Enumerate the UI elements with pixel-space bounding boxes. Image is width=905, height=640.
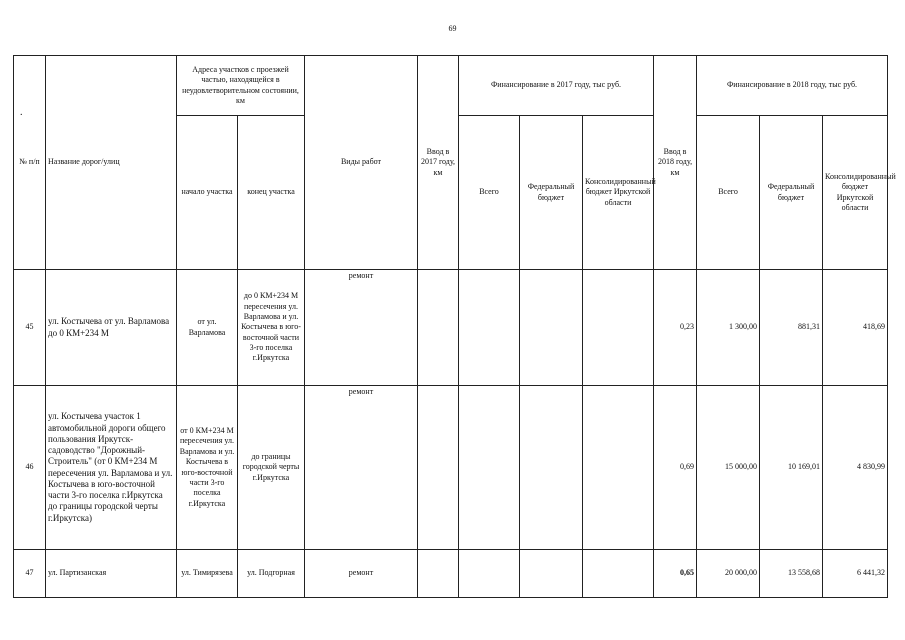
table-row	[14, 386, 888, 550]
row-start: от ул. Варламова	[177, 270, 238, 386]
row-federal-2018: 881,31	[760, 270, 823, 386]
row-km-2018: 0,69	[654, 386, 697, 550]
row-start: от 0 КМ+234 М пересечения ул. Варламова и ул. Костычева в юго-восточной части 3-го поселка г.Иркутска	[177, 386, 238, 550]
row-km-2017	[418, 386, 459, 550]
col-finance-2018-header: Финансирование в 2018 году, тыс руб.	[697, 56, 888, 116]
row-consolidated-2017	[583, 270, 654, 386]
row-total-2017	[459, 550, 520, 598]
row-num: 47	[14, 550, 46, 598]
financing-table	[13, 55, 896, 598]
row-work-type: ремонт	[305, 270, 418, 386]
row-end: до 0 КМ+234 М пересечения ул. Варламова и ул. Костычева в юго-восточной части 3-го поселка г.Иркутска	[238, 270, 305, 386]
col-federal-2017-header: Федеральный бюджет	[520, 116, 583, 270]
row-consolidated-2017	[583, 386, 654, 550]
col-road-name-header: Название дорог/улиц	[46, 56, 177, 270]
col-start-header: начало участка	[177, 116, 238, 270]
col-commission-2018-header: Ввод в 2018 году, км	[654, 56, 697, 270]
col-num-header: № п/п	[14, 56, 46, 270]
row-start: ул. Тимирязева	[177, 550, 238, 598]
row-work-type: ремонт	[305, 550, 418, 598]
row-consolidated-2018: 4 830,99	[823, 386, 888, 550]
row-total-2018: 1 300,00	[697, 270, 760, 386]
table-row	[14, 550, 888, 598]
page-number: 69	[448, 24, 457, 33]
row-km-2017	[418, 550, 459, 598]
col-total-2017-header: Всего	[459, 116, 520, 270]
col-end-header: конец участка	[238, 116, 305, 270]
row-road-name: ул. Партизанская	[46, 550, 177, 598]
row-road-name: ул. Костычева участок 1 автомобильной дороги общего пользования Иркутск-садоводство "Дорожный-Строитель" (от 0 КМ+234 М пересечения ул. Варламова и ул. Костычева в юго-восточной части 3-го поселка г.Иркутска до границы городской черты г.Иркутска)	[46, 386, 177, 550]
row-federal-2017	[520, 386, 583, 550]
row-total-2017	[459, 386, 520, 550]
header-row-1	[14, 56, 888, 116]
row-consolidated-2018: 6 441,32	[823, 550, 888, 598]
row-consolidated-2017	[583, 550, 654, 598]
row-num: 45	[14, 270, 46, 386]
row-federal-2017	[520, 550, 583, 598]
row-km-2018: 0,65	[654, 550, 697, 598]
row-num: 46	[14, 386, 46, 550]
col-federal-2018-header: Федеральный бюджет	[760, 116, 823, 270]
row-total-2017	[459, 270, 520, 386]
row-consolidated-2018: 418,69	[823, 270, 888, 386]
col-consolidated-2017-header: Консолидированный бюджет Иркутской области	[583, 116, 654, 270]
col-work-type-header: Виды работ	[305, 56, 418, 270]
row-end: ул. Подгорная	[238, 550, 305, 598]
row-road-name: ул. Костычева от ул. Варламова до 0 КМ+234 М	[46, 270, 177, 386]
row-federal-2018: 13 558,68	[760, 550, 823, 598]
row-federal-2018: 10 169,01	[760, 386, 823, 550]
col-total-2018-header: Всего	[697, 116, 760, 270]
row-km-2017	[418, 270, 459, 386]
row-federal-2017	[520, 270, 583, 386]
row-km-2018: 0,23	[654, 270, 697, 386]
table-row	[14, 270, 888, 386]
row-total-2018: 20 000,00	[697, 550, 760, 598]
col-address-group-header: Адреса участков с проезжей частью, находящейся в неудовлетворительном состоянии, км	[177, 56, 305, 116]
dot-mark: .	[20, 107, 23, 118]
col-finance-2017-header: Финансирование в 2017 году, тыс руб.	[459, 56, 654, 116]
col-commission-2017-header: Ввод в 2017 году, км	[418, 56, 459, 270]
row-end: до границы городской черты г.Иркутска	[238, 386, 305, 550]
row-work-type: ремонт	[305, 386, 418, 550]
col-consolidated-2018-header: Консолидированный бюджет Иркутской области	[823, 116, 888, 270]
row-total-2018: 15 000,00	[697, 386, 760, 550]
